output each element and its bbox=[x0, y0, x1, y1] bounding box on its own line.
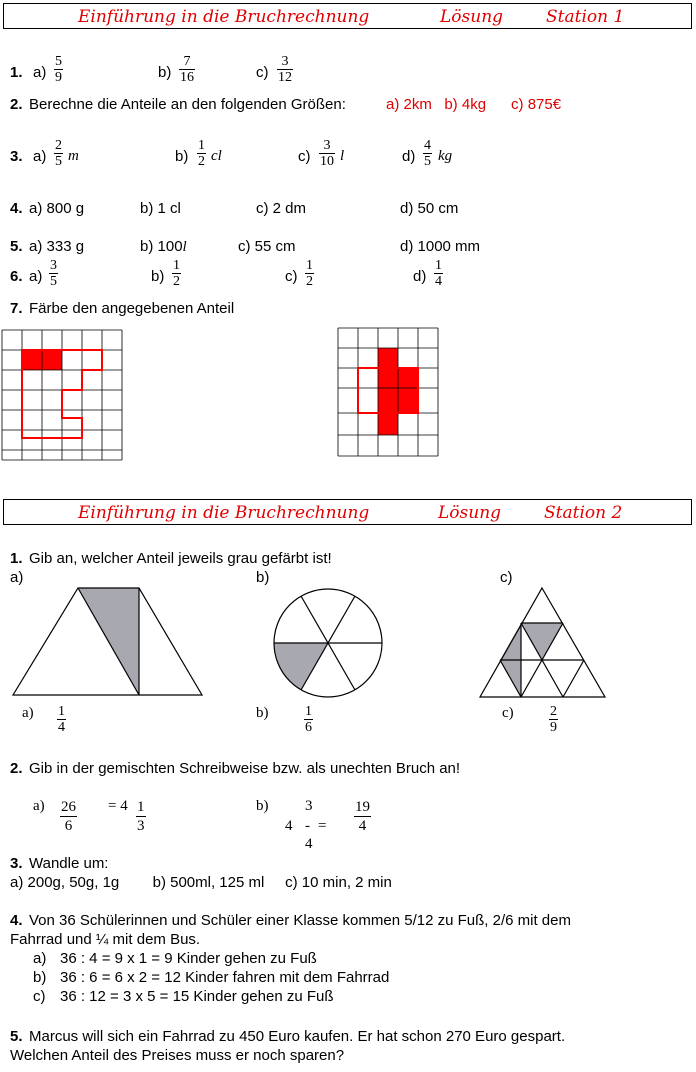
station2-loesung: Lösung bbox=[438, 503, 502, 523]
s1-q3-d-label: d) bbox=[402, 148, 416, 165]
s1-q6-b-fraction: $\frac{1}{2}$ bbox=[173, 258, 180, 289]
s1-q3-a-label: a) bbox=[33, 148, 47, 165]
s1-q3-d-unit: kg bbox=[438, 148, 453, 164]
s2-q4-item-b-label: b) bbox=[33, 969, 47, 986]
s2-q3-number: 3. bbox=[10, 855, 23, 872]
s2-q1-label-a: a) bbox=[10, 569, 24, 586]
s1-q6-c-label: c) bbox=[285, 268, 298, 285]
s1-q6-b-label: b) bbox=[151, 268, 165, 285]
s1-q6-a-fraction: $\frac{3}{5}$ bbox=[50, 258, 57, 289]
s2-q5-text1: Marcus will sich ein Fahrrad zu 450 Euro kaufen. Er hat schon 270 Euro gespart. bbox=[29, 1028, 566, 1045]
s2-q5-number: 5. bbox=[10, 1028, 23, 1045]
s1-q4-b: b) 1 cl bbox=[140, 200, 181, 217]
s1-q1-a-fraction: $\frac{5}{9}$ bbox=[55, 54, 62, 85]
s2-q2-b-label: b) bbox=[256, 798, 269, 814]
s2-q3-text: Wandle um: bbox=[29, 855, 109, 872]
s2-q1-answer-a-fraction: $\frac{1}{4}$ bbox=[58, 704, 65, 735]
s1-q2-text: Berechne die Anteile an den folgenden Größen: bbox=[29, 96, 346, 113]
s2-q1-answer-b-label: b) bbox=[256, 705, 269, 721]
s1-q7-number: 7. bbox=[10, 300, 23, 317]
s1-q5-a: a) 333 g bbox=[29, 238, 85, 255]
s2-q2-b-denominator: 4 bbox=[305, 836, 313, 852]
s1-q3-b-fraction: $\frac{1}{2}$ bbox=[198, 138, 205, 169]
s2-q4-text2: Fahrrad und ¼ mit dem Bus. bbox=[10, 931, 201, 948]
s2-q1-text: Gib an, welcher Anteil jeweils grau gefärbt ist! bbox=[29, 550, 332, 567]
s2-q4-item-c: 36 : 12 = 3 x 5 = 15 Kinder gehen zu Fuß bbox=[60, 988, 334, 1005]
s2-q3-answers: a) 200g, 50g, 1g b) 500ml, 125 ml c) 10 min, 2 min bbox=[10, 874, 392, 891]
s1-q6-a-label: a) bbox=[29, 268, 43, 285]
s1-q6-d-label: d) bbox=[413, 268, 427, 285]
s1-q5-d: d) 1000 mm bbox=[400, 238, 481, 255]
s2-q1-answer-c-label: c) bbox=[502, 705, 514, 721]
s2-q2-text: Gib in der gemischten Schreibweise bzw. als unechten Bruch an! bbox=[29, 760, 461, 777]
s2-q2-b-equals: = bbox=[318, 818, 327, 834]
s2-q2-b-dash: - bbox=[305, 818, 310, 834]
station1-title: Einführung in die Bruchrechnung bbox=[78, 7, 370, 27]
s1-q1-number: 1. bbox=[10, 64, 23, 81]
s1-q4-a: a) 800 g bbox=[29, 200, 85, 217]
s2-q1-label-c: c) bbox=[500, 569, 513, 586]
s1-q3-a-unit: m bbox=[68, 148, 79, 164]
s2-q4-item-b: 36 : 6 = 6 x 2 = 12 Kinder fahren mit dem Fahrrad bbox=[60, 969, 390, 986]
station2-title: Einführung in die Bruchrechnung bbox=[78, 503, 370, 523]
s1-q4-c: c) 2 dm bbox=[256, 200, 307, 217]
s2-q2-number: 2. bbox=[10, 760, 23, 777]
s2-q1-triangle-figure bbox=[13, 588, 202, 695]
s2-q2-b-result-fraction: $\frac{19}{4}$ bbox=[355, 799, 370, 834]
s1-q5-c: c) 55 cm bbox=[238, 238, 296, 255]
s1-q1-c-fraction: $\frac{3}{12}$ bbox=[278, 54, 292, 85]
s1-q6-c-fraction: $\frac{1}{2}$ bbox=[306, 258, 313, 289]
s2-q4-item-a-label: a) bbox=[33, 950, 47, 967]
s2-q4-item-a: 36 : 4 = 9 x 1 = 9 Kinder gehen zu Fuß bbox=[60, 950, 317, 967]
s2-q2-a-result-fraction: $\frac{1}{3}$ bbox=[137, 799, 145, 834]
s2-q2-a-fraction: $\frac{26}{6}$ bbox=[61, 799, 76, 834]
s2-q2-a-label: a) bbox=[33, 798, 45, 814]
s1-q2-number: 2. bbox=[10, 96, 23, 113]
s1-q6-number: 6. bbox=[10, 268, 23, 285]
s2-q1-answer-c-fraction: $\frac{2}{9}$ bbox=[550, 704, 557, 735]
s2-q1-answer-b-fraction: $\frac{1}{6}$ bbox=[305, 704, 312, 735]
s2-q4-number: 4. bbox=[10, 912, 23, 929]
s1-q3-b-label: b) bbox=[175, 148, 189, 165]
s1-q5-b: b) 100l bbox=[140, 238, 187, 255]
s2-q2-b-whole: 4 bbox=[285, 818, 293, 834]
s1-q2-answers: a) 2km b) 4kg c) 875€ bbox=[386, 96, 562, 113]
s1-q3-b-unit: cl bbox=[211, 148, 222, 164]
s1-q1-b-label: b) bbox=[158, 64, 172, 81]
s1-q3-c-fraction: $\frac{3}{10}$ bbox=[320, 138, 334, 169]
s1-q3-a-fraction: $\frac{2}{5}$ bbox=[55, 138, 62, 169]
s1-q3-c-label: c) bbox=[298, 148, 311, 165]
s2-q2-b-numerator: 3 bbox=[305, 798, 313, 814]
s2-q1-circle-figure bbox=[274, 589, 382, 697]
s1-q4-d: d) 50 cm bbox=[400, 200, 459, 217]
s2-q4-text1: Von 36 Schülerinnen und Schüler einer Klasse kommen 5/12 zu Fuß, 2/6 mit dem bbox=[29, 912, 571, 929]
s1-q4-number: 4. bbox=[10, 200, 23, 217]
s2-q5-text2: Welchen Anteil des Preises muss er noch sparen? bbox=[10, 1047, 345, 1064]
s2-q1-label-b: b) bbox=[256, 569, 270, 586]
s1-q7-text: Färbe den angegebenen Anteil bbox=[29, 300, 235, 317]
station1-loesung: Lösung bbox=[440, 7, 504, 27]
s2-q1-triangle-grid-figure bbox=[480, 588, 605, 697]
s1-q5-number: 5. bbox=[10, 238, 23, 255]
s1-q3-number: 3. bbox=[10, 148, 23, 165]
station2-label: Station 2 bbox=[544, 503, 623, 523]
s2-q2-a-equals: = 4 bbox=[108, 798, 128, 814]
s2-q1-number: 1. bbox=[10, 550, 23, 567]
s1-q1-b-fraction: $\frac{7}{16}$ bbox=[180, 54, 194, 85]
s1-q3-c-unit: l bbox=[340, 148, 345, 164]
station1-label: Station 1 bbox=[546, 7, 625, 27]
s1-q6-d-fraction: $\frac{1}{4}$ bbox=[435, 258, 442, 289]
s1-q1-a-label: a) bbox=[33, 64, 47, 81]
s2-q1-answer-a-label: a) bbox=[22, 705, 34, 721]
s1-q3-d-fraction: $\frac{4}{5}$ bbox=[424, 138, 431, 169]
s1-q1-c-label: c) bbox=[256, 64, 269, 81]
s2-q4-item-c-label: c) bbox=[33, 988, 46, 1005]
